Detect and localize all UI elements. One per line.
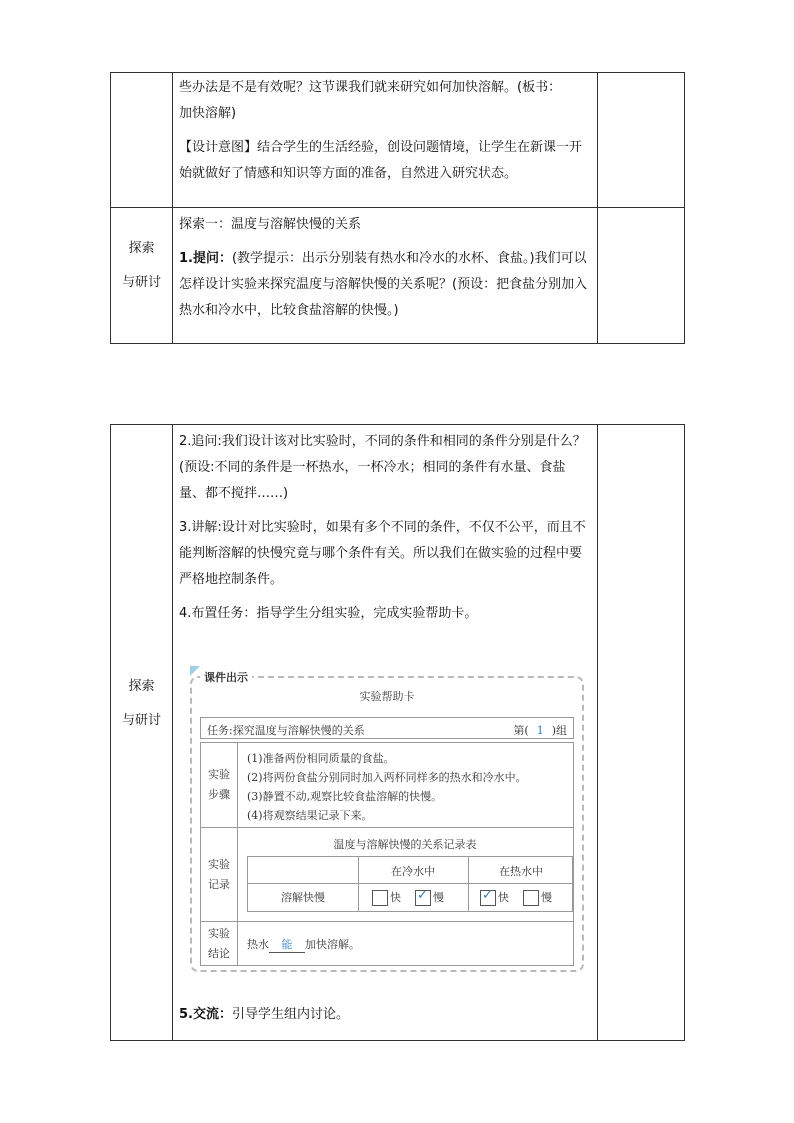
group-suffix: )组: [551, 724, 567, 737]
checkbox[interactable]: [523, 890, 539, 906]
explain-label: 3.讲解:: [179, 520, 222, 535]
column-notes: [597, 425, 684, 1040]
stage-label-line-1: 探索: [128, 241, 155, 256]
lesson-table-top: [110, 72, 685, 344]
list-item: (3)静置不动,观察比较食盐溶解的快慢。: [247, 790, 443, 803]
group-prefix: 第(: [513, 724, 529, 737]
stage-label-line-2: 与研讨: [121, 713, 161, 728]
record-label-2: 记录: [208, 877, 230, 891]
steps-list: [247, 749, 527, 825]
list-item: (4)将观察结果记录下来。: [247, 809, 373, 822]
followup-label: 2.追问:: [179, 434, 222, 449]
conclusion-after: 加快溶解。: [305, 938, 360, 951]
question-1-label: 1.提问：: [179, 251, 232, 266]
row-content: [173, 429, 597, 627]
stage-label-line-2: 与研讨: [121, 275, 161, 290]
row-content: [173, 212, 597, 324]
record-table-title: 温度与溶解快慢的关系记录表: [333, 838, 477, 851]
option-label: 快: [498, 891, 509, 904]
card-tag: 课件出示: [200, 669, 252, 685]
row-content-exchange: [173, 1002, 597, 1028]
record-label-1: 实验: [208, 857, 230, 871]
question-1-text: (教学提示：出示分别装有热水和冷水的水杯、食盐。)我们可以怎样设计实验来探究温度与溶解快慢的关系呢？(预设：把食盐分别加入热水和冷水中，比较食盐溶解的快慢。): [179, 251, 588, 318]
record-label: [201, 828, 238, 921]
cold-slow-option[interactable]: [415, 889, 444, 906]
explain-text: 设计对比实验时，如果有多个不同的条件，不仅不公平，而且不能判断溶解的快慢究竟与哪个条件有关。所以我们在做实验的过程中要严格地控制条件。: [179, 520, 586, 587]
list-item: (2)将两份食盐分别同时加入两杯同样多的热水和冷水中。: [247, 771, 527, 784]
stage-label-line-1: 探索: [128, 679, 155, 694]
steps-label: [201, 743, 238, 827]
conclusion-label: [201, 922, 238, 965]
section-heading: 探索一：温度与溶解快慢的关系: [179, 217, 362, 232]
option-label: 快: [390, 891, 401, 904]
list-item: (1)准备两份相同质量的食盐。: [247, 752, 395, 765]
checkbox[interactable]: [372, 890, 388, 906]
followup-text: 我们设计该对比实验时，不同的条件和相同的条件分别是什么？(预设:不同的条件是一杯热水，一杯冷水；相同的条件有水量、食盐量、都不搅拌……): [179, 434, 586, 501]
stage-label: [111, 232, 172, 300]
row-label: 溶解快慢: [281, 891, 325, 904]
conclusion-before: 热水: [247, 938, 269, 951]
steps-label-2: 步骤: [208, 788, 230, 801]
conclusion-fill: 能: [269, 936, 305, 953]
intro-line-1: 些办法是不是有效呢？这节课我们就来研究如何加快溶解。(板书：: [179, 80, 562, 95]
table-row: [111, 207, 684, 346]
task-text: 指导学生分组实验，完成实验帮助卡。: [256, 606, 478, 621]
card-title: 实验帮助卡: [359, 690, 415, 703]
exchange-label: 5.交流：: [179, 1007, 232, 1022]
record-table: [247, 856, 573, 912]
question-1: [179, 246, 591, 324]
intro-line-2: 加快溶解): [179, 106, 237, 121]
hot-slow-option[interactable]: [523, 889, 552, 906]
checkbox[interactable]: [480, 890, 496, 906]
paragraph-explain: [179, 515, 591, 593]
col-hot: 在热水中: [499, 865, 543, 878]
task-label: 任务:探究温度与溶解快慢的关系: [207, 724, 365, 737]
task-row: [200, 717, 574, 739]
record-box: [200, 828, 574, 922]
task-label: 4.布置任务：: [179, 606, 257, 621]
paragraph-followup: [179, 429, 591, 507]
steps-label-1: 实验: [208, 768, 230, 781]
group-number: [513, 722, 567, 738]
conclusion-text: [247, 936, 360, 953]
experiment-help-card: [190, 671, 584, 972]
cold-fast-option[interactable]: [372, 889, 401, 906]
col-cold: 在冷水中: [391, 865, 435, 878]
exchange-text: 引导学生组内讨论。: [231, 1007, 349, 1022]
hot-options: [480, 889, 566, 906]
steps-box: [200, 742, 574, 828]
group-num: 1: [536, 724, 544, 737]
option-label: 慢: [541, 891, 552, 904]
hot-fast-option[interactable]: [480, 889, 509, 906]
paragraph-task: [179, 601, 591, 627]
checkbox[interactable]: [415, 890, 431, 906]
row-content: [173, 75, 597, 187]
design-intent: 【设计意图】结合学生的生活经验，创设问题情境，让学生在新课一开始就做好了情感和知识等方面的准备，自然进入研究状态。: [179, 140, 583, 181]
paragraph-exchange: [179, 1002, 591, 1028]
conclusion-label-2: 结论: [208, 946, 230, 960]
conclusion-label-1: 实验: [208, 926, 230, 940]
cold-options: [372, 889, 458, 906]
stage-label: [111, 670, 172, 738]
table-row: [111, 73, 684, 207]
option-label: 慢: [433, 891, 444, 904]
conclusion-box: [200, 922, 574, 966]
corner-tab-icon: [190, 666, 200, 676]
